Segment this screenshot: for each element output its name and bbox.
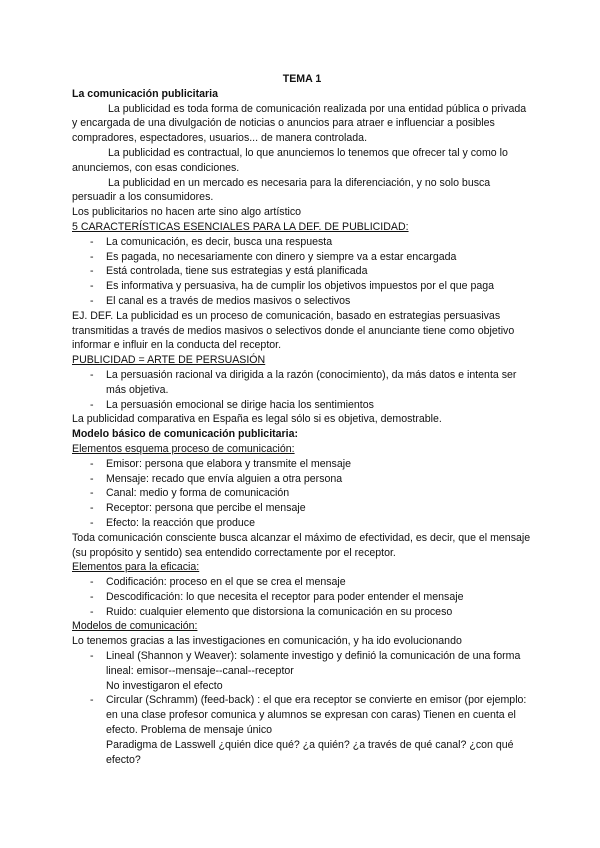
list-item: - Mensaje: recado que envía alguien a otra persona	[72, 472, 532, 487]
list-item: - La persuasión emocional se dirige hacia los sentimientos	[72, 398, 532, 413]
list-item: - Está controlada, tiene sus estrategias y está planificada	[72, 264, 532, 279]
paragraph: La publicidad en un mercado es necesaria para la diferenciación, y no solo busca persuadir a los consumidores.	[72, 176, 491, 204]
list-item: - Es pagada, no necesariamente con dinero y siempre va a estar encargada	[72, 250, 532, 265]
subheading: Elementos esquema proceso de comunicación:	[72, 442, 295, 455]
list-note: No investigaron el efecto	[106, 679, 223, 692]
paragraph: La publicidad es contractual, lo que anunciemos lo tenemos que ofrecer tal y como lo anunciemos, con esas condiciones.	[72, 146, 508, 174]
list-item: - Circular (Schramm) (feed-back) : el que era receptor se convierte en emisor (por ejemplo: en una clase profesor comunica y alumnos se expresan con caras) Tienen en cuenta el efecto. Problema de mensaje único	[72, 693, 532, 737]
page-title: TEMA 1	[282, 73, 322, 85]
section-heading: La comunicación publicitaria	[72, 87, 218, 100]
list-note: Paradigma de Lasswell ¿quién dice qué? ¿a quién? ¿a través de qué canal? ¿con qué efecto?	[106, 738, 514, 766]
subheading: Elementos para la eficacia:	[72, 561, 200, 574]
list-item: - El canal es a través de medios masivos o selectivos	[72, 294, 532, 309]
list-item: - Ruido: cualquier elemento que distorsiona la comunicación en su proceso	[72, 605, 532, 620]
subheading: Modelos de comunicación:	[72, 620, 198, 633]
subheading: PUBLICIDAD = ARTE DE PERSUASIÓN	[72, 354, 266, 367]
paragraph: Los publicitarios no hacen arte sino algo artístico	[72, 206, 302, 219]
document-page	[72, 72, 532, 767]
list-item: - Codificación: proceso en el que se crea el mensaje	[72, 575, 532, 590]
section-heading: Modelo básico de comunicación publicitaria:	[72, 428, 299, 441]
paragraph: La publicidad comparativa en España es legal sólo si es objetiva, demostrable.	[72, 413, 442, 426]
paragraph: Lo tenemos gracias a las investigaciones en comunicación, y ha ido evolucionando	[72, 635, 462, 648]
list-item: - La persuasión racional va dirigida a la razón (conocimiento), da más datos e intenta ser más objetiva.	[72, 368, 532, 398]
list-item: - Es informativa y persuasiva, ha de cumplir los objetivos impuestos por el que paga	[72, 279, 532, 294]
list-item: - Emisor: persona que elabora y transmite el mensaje	[72, 457, 532, 472]
list-item: - Lineal (Shannon y Weaver): solamente investigo y definió la comunicación de una forma lineal: emisor--mensaje--canal--receptor	[72, 649, 532, 679]
list-item: - La comunicación, es decir, busca una respuesta	[72, 235, 532, 250]
list-item: - Receptor: persona que percibe el mensaje	[72, 501, 532, 516]
paragraph: Toda comunicación consciente busca alcanzar el máximo de efectividad, es decir, que el mensaje (su propósito y sentido) sea entendido correctamente por el receptor.	[72, 531, 531, 559]
list-item: - Descodificación: lo que necesita el receptor para poder entender el mensaje	[72, 590, 532, 605]
paragraph: EJ. DEF. La publicidad es un proceso de comunicación, basado en estrategias persuasivas transmitidas a través de medios masivos o selectivos donde el anunciante tiene como objetivo informar e influir en la conducta del receptor.	[72, 309, 515, 352]
list-item: - Efecto: la reacción que produce	[72, 516, 532, 531]
list-item: - Canal: medio y forma de comunicación	[72, 486, 532, 501]
paragraph: La publicidad es toda forma de comunicación realizada por una entidad pública o privada y encargada de una divulgación de noticias o anuncios para atraer e influenciar a posibles compradores, espectadores, usuarios... de manera controlada.	[72, 102, 527, 145]
subheading: 5 CARACTERÍSTICAS ESENCIALES PARA LA DEF. DE PUBLICIDAD:	[72, 220, 409, 233]
